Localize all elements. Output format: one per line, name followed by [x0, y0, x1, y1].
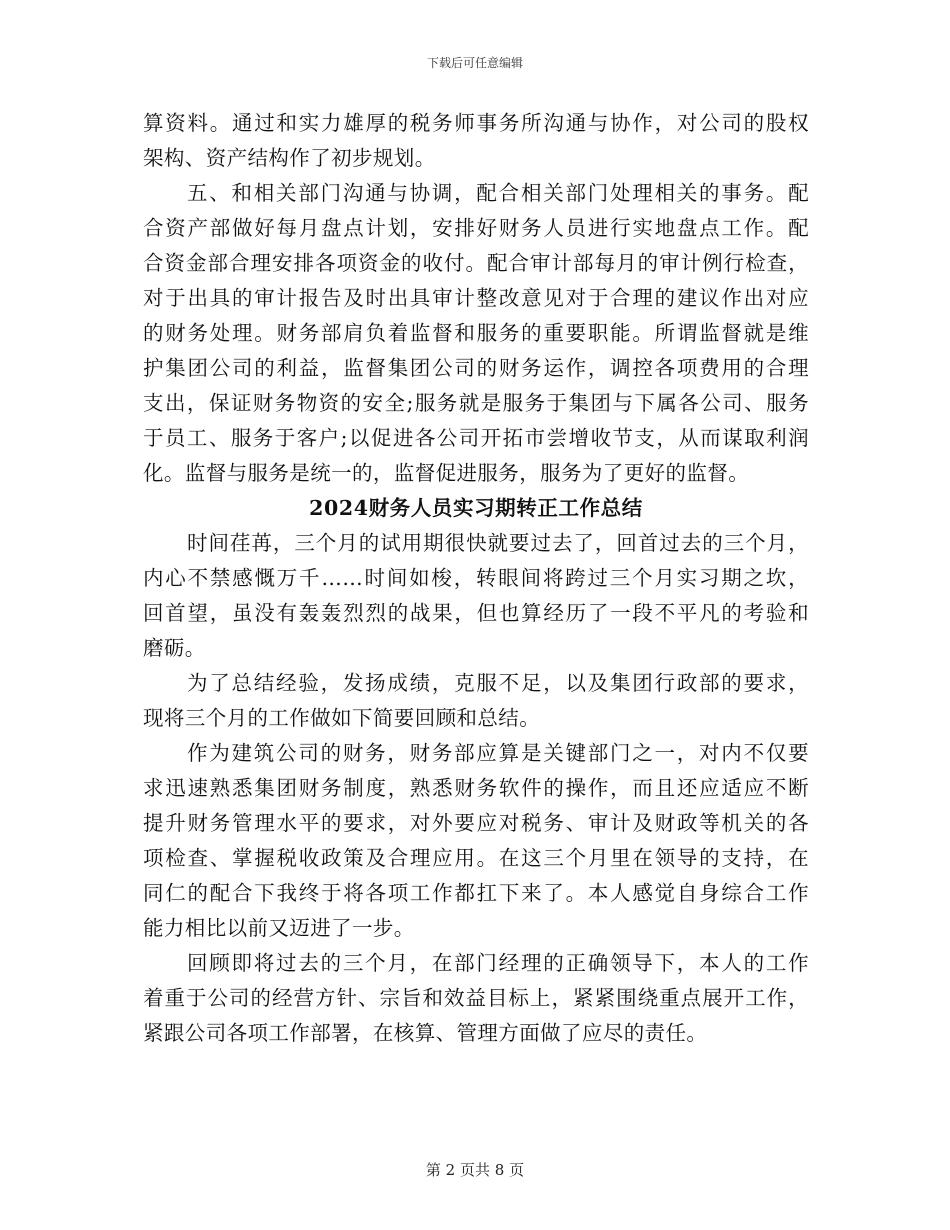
- text-line: 同仁的配合下我终于将各项工作都扛下来了。本人感觉自身综合工作: [143, 881, 809, 905]
- text-line: 为了总结经验，发扬成绩，克服不足，以及集团行政部的要求，: [187, 671, 809, 695]
- text-line: 的财务处理。财务部肩负着监督和服务的重要职能。所谓监督就是维: [143, 321, 809, 345]
- page-number: 第 2 页共 8 页: [425, 1161, 525, 1179]
- text-line: 合资金部合理安排各项资金的收付。配合审计部每月的审计例行检查，: [143, 251, 809, 275]
- text-line: 内心不禁感慨万千……时间如梭，转眼间将跨过三个月实习期之坎，: [143, 566, 809, 590]
- text-line: 于员工、服务于客户;以促进各公司开拓市尝增收节支，从而谋取利润: [143, 426, 809, 450]
- text-line: 能力相比以前又迈进了一步。: [143, 916, 415, 940]
- text-line: 算资料。通过和实力雄厚的税务师事务所沟通与协作，对公司的股权: [143, 111, 809, 135]
- text-line: 磨砺。: [143, 636, 206, 660]
- text-line: 提升财务管理水平的要求，对外要应对税务、审计及财政等机关的各: [143, 811, 809, 835]
- text-line: 着重于公司的经营方针、宗旨和效益目标上，紧紧围绕重点展开工作，: [143, 986, 809, 1010]
- document-body: [143, 106, 809, 1051]
- text-line: 对于出具的审计报告及时出具审计整改意见对于合理的建议作出对应: [143, 286, 809, 310]
- text-line: 回首望，虽没有轰轰烈烈的战果，但也算经历了一段不平凡的考验和: [143, 601, 809, 625]
- text-line: 作为建筑公司的财务，财务部应算是关键部门之一，对内不仅要: [187, 741, 809, 765]
- text-line: 架构、资产结构作了初步规划。: [143, 146, 436, 170]
- text-line: 时间荏苒，三个月的试用期很快就要过去了，回首过去的三个月，: [187, 531, 809, 555]
- text-line: 支出，保证财务物资的安全;服务就是服务于集团与下属各公司、服务: [143, 391, 809, 415]
- text-line: 化。监督与服务是统一的，监督促进服务，服务为了更好的监督。: [143, 461, 750, 485]
- text-line: 项检查、掌握税收政策及合理应用。在这三个月里在领导的支持，在: [143, 846, 809, 870]
- text-line: 合资产部做好每月盘点计划，安排好财务人员进行实地盘点工作。配: [143, 216, 809, 240]
- header-note: 下载后可任意编辑: [426, 56, 523, 70]
- text-line: 五、和相关部门沟通与协调，配合相关部门处理相关的事务。配: [187, 181, 809, 205]
- text-line: 现将三个月的工作做如下简要回顾和总结。: [143, 706, 541, 730]
- text-line: 紧跟公司各项工作部署，在核算、管理方面做了应尽的责任。: [143, 1021, 708, 1045]
- section-title: 2024财务人员实习期转正工作总结: [309, 496, 643, 520]
- text-line: 求迅速熟悉集团财务制度，熟悉财务软件的操作，而且还应适应不断: [143, 776, 809, 800]
- text-line: 回顾即将过去的三个月，在部门经理的正确领导下，本人的工作: [187, 951, 809, 975]
- text-line: 护集团公司的利益，监督集团公司的财务运作，调控各项费用的合理: [143, 356, 809, 380]
